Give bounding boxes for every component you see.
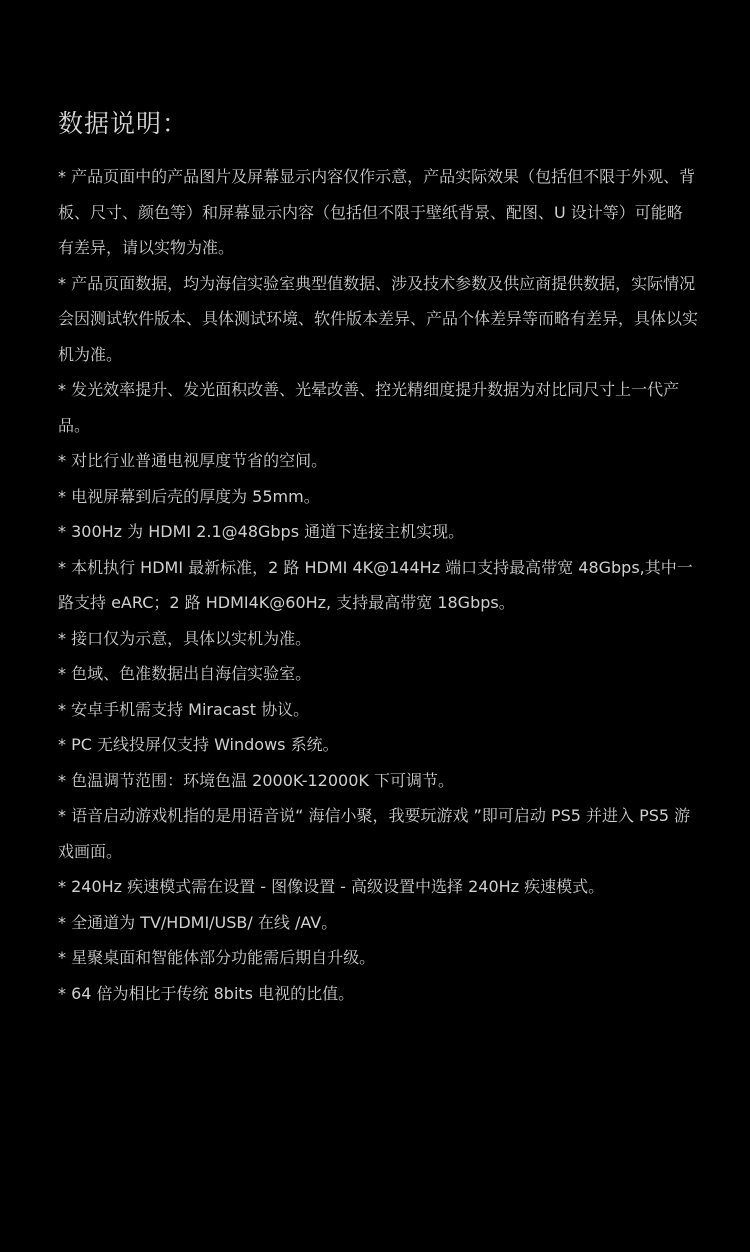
- note-item: * 产品页面中的产品图片及屏幕显示内容仅作示意，产品实际效果（包括但不限于外观、背板、尺寸、颜色等）和屏幕显示内容（包括但不限于壁纸背景、配图、U 设计等）可能略有差异，请以实物为准。: [58, 167, 696, 257]
- section-title: 数据说明：: [58, 109, 189, 138]
- note-item: * 安卓手机需支持 Miracast 协议。: [58, 699, 310, 719]
- note-item: * 电视屏幕到后壳的厚度为 55mm。: [58, 486, 320, 506]
- note-item: * 星聚桌面和智能体部分功能需后期自升级。: [58, 948, 376, 967]
- notes-list: [58, 159, 698, 1011]
- note-item: * 接口仅为示意，具体以实机为准。: [58, 628, 312, 648]
- note-item: * 语音启动游戏机指的是用语音说“ 海信小聚，我要玩游戏 ”即可启动 PS5 并进入 PS5 游戏画面。: [58, 806, 691, 861]
- note-item: * 色域、色准数据出自海信实验室。: [58, 664, 312, 683]
- note-item: * 64 倍为相比于传统 8bits 电视的比值。: [58, 983, 355, 1003]
- note-item: * 色温调节范围：环境色温 2000K-12000K 下可调节。: [58, 770, 454, 790]
- note-item: * 240Hz 疾速模式需在设置 - 图像设置 - 高级设置中选择 240Hz 疾速模式。: [58, 877, 605, 896]
- note-item: * 发光效率提升、发光面积改善、光晕改善、控光精细度提升数据为对比同尺寸上一代产品。: [58, 380, 680, 435]
- note-item: * PC 无线投屏仅支持 Windows 系统。: [58, 735, 339, 754]
- note-item: * 全通道为 TV/HDMI/USB/ 在线 /AV。: [58, 912, 338, 932]
- note-item: * 本机执行 HDMI 最新标准，2 路 HDMI 4K@144Hz 端口支持最高带宽 48Gbps,其中一路支持 eARC；2 路 HDMI4K@60Hz, 支持最高带宽 18Gbps。: [58, 557, 693, 612]
- note-item: * 产品页面数据，均为海信实验室典型值数据、涉及技术参数及供应商提供数据，实际情况会因测试软件版本、具体测试环境、软件版本差异、产品个体差异等而略有差异，具体以实机为准。: [58, 273, 699, 364]
- note-item: * 300Hz 为 HDMI 2.1@48Gbps 通道下连接主机实现。: [58, 522, 465, 541]
- note-item: * 对比行业普通电视厚度节省的空间。: [58, 451, 328, 470]
